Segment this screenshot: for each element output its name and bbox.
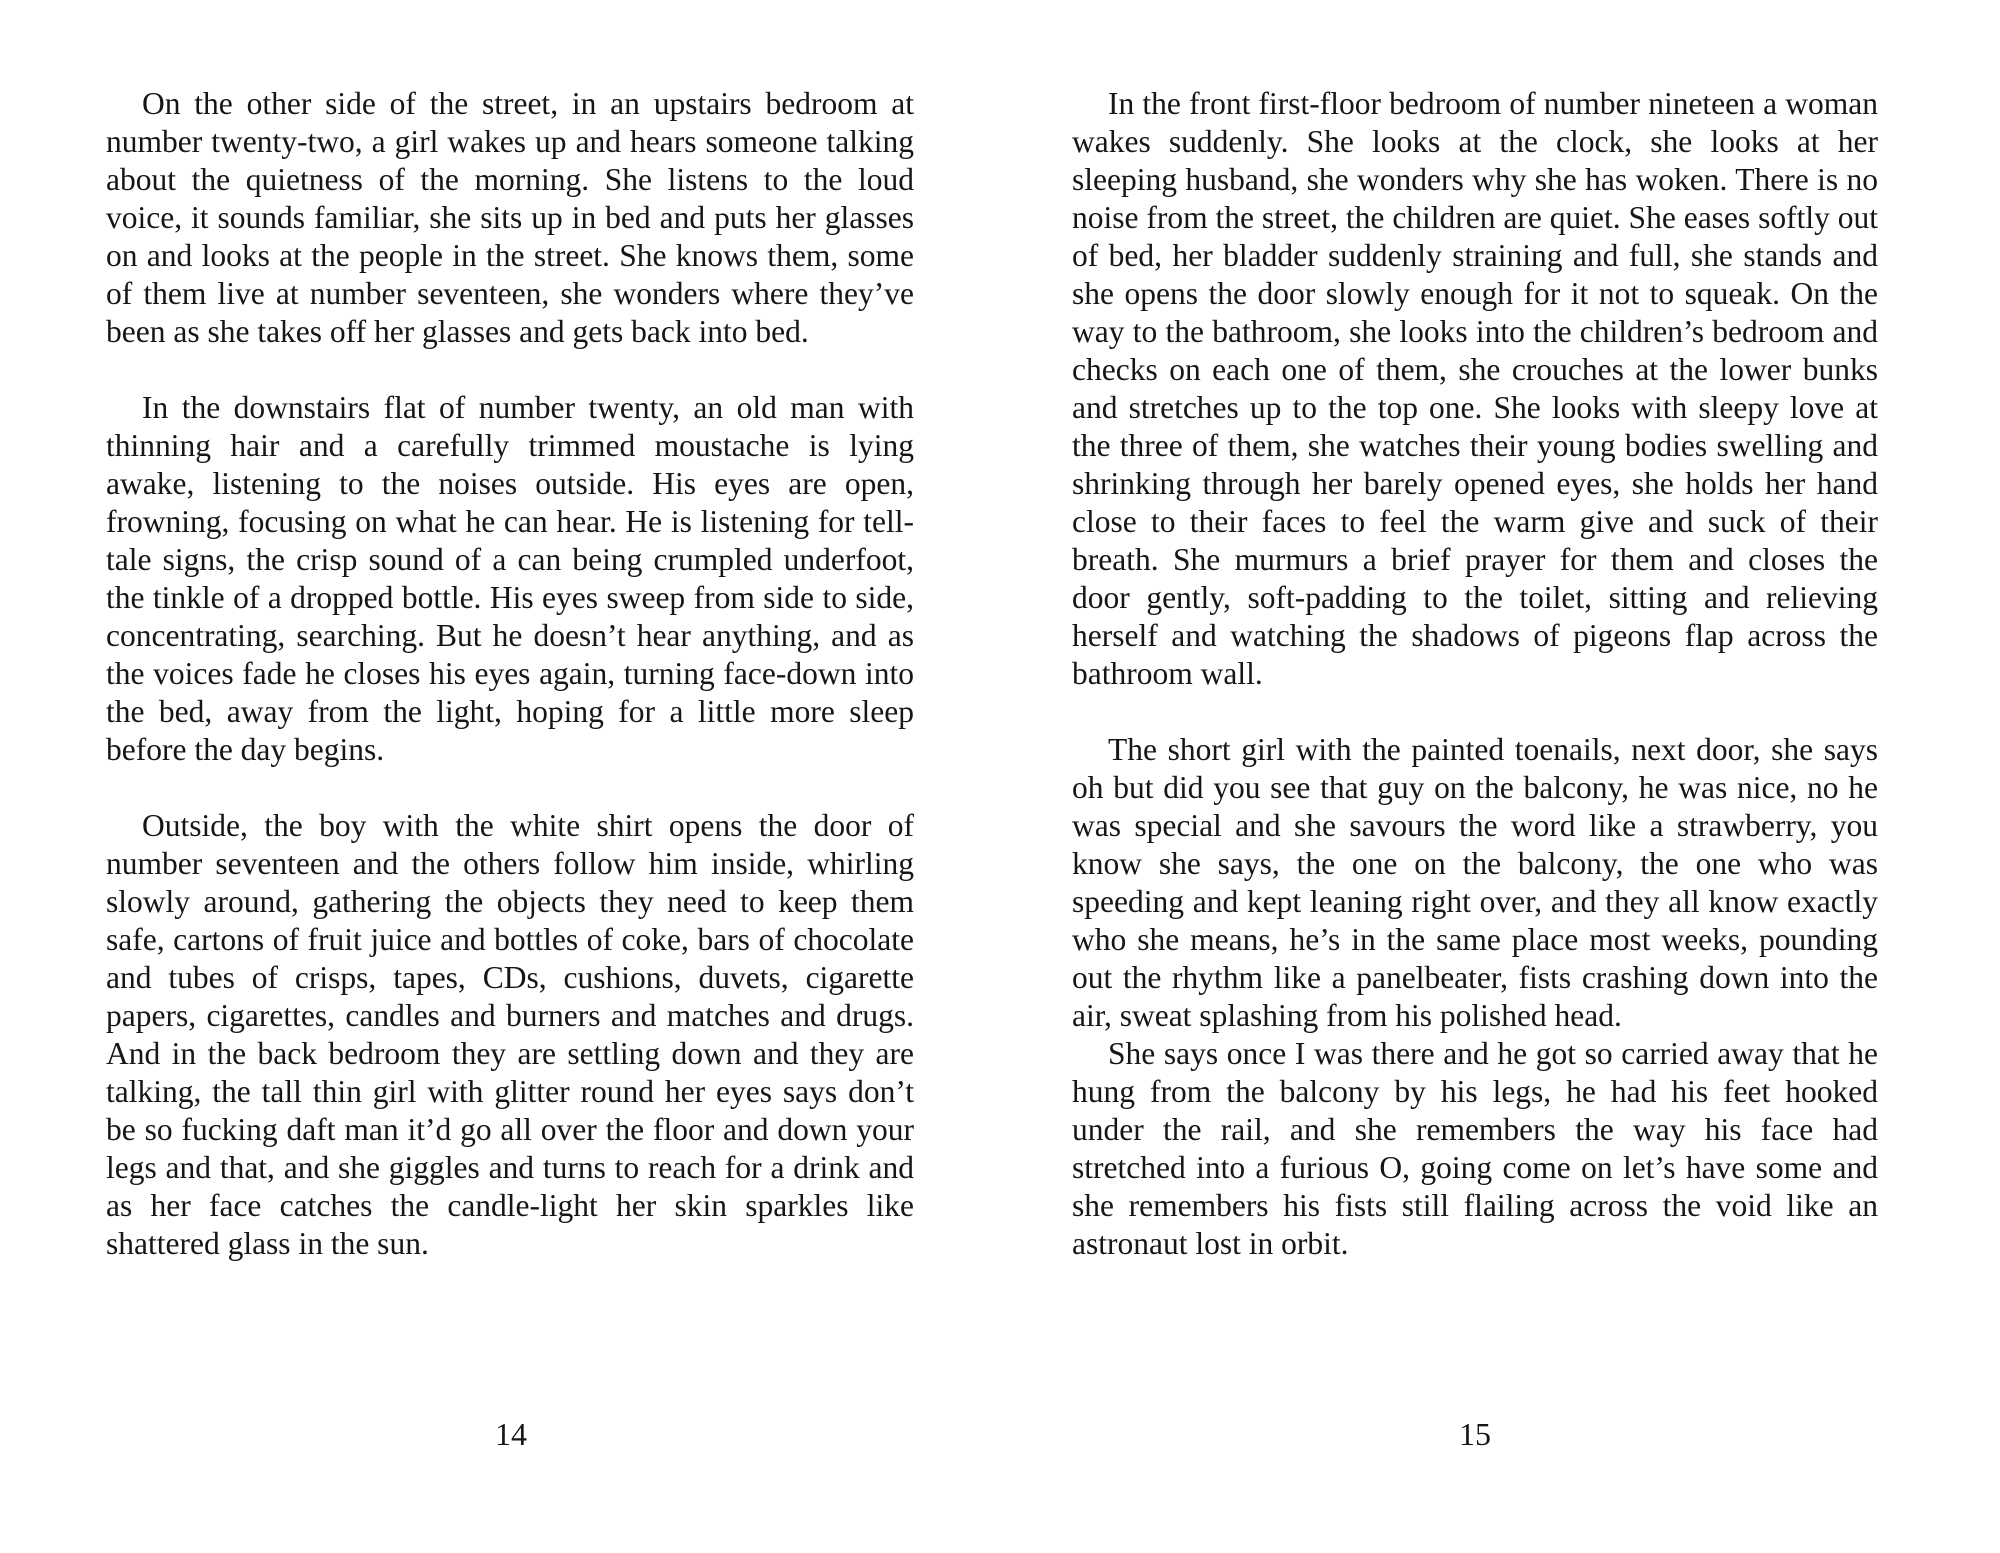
paragraph: In the downstairs flat of number twenty, an old man with thinning hair and a carefully trimmed moustache is lying awake, listening to the noises outside. His eyes are open, frowning, focusing on what he can hear. He is listening for tell-tale signs, the crisp sound of a can being crumpled underfoot, the tinkle of a dropped bottle. His eyes sweep from side to side, concentrating, searching. But he doesn’t hear anything, and as the voices fade he closes his eyes again, turning face-down into the bed, away from the light, hoping for a little more sleep before the day begins.	[106, 390, 914, 767]
right-page	[1072, 85, 1878, 1485]
paragraph: She says once I was there and he got so carried away that he hung from the balcony by his legs, he had his feet hooked under the rail, and she remembers the way his face had stretched into a furious O, going come on let’s have some and she remembers his fists still flailing across the void like an astronaut lost in orbit.	[1072, 1036, 1878, 1261]
paragraph: The short girl with the painted toenails, next door, she says oh but did you see that guy on the balcony, he was nice, no he was special and she savours the word like a strawberry, you know she says, the one on the balcony, the one who was speeding and kept leaning right over, and they all know exactly who she means, he’s in the same place most weeks, pounding out the rhythm like a panelbeater, fists crashing down into the air, sweat splashing from his polished head.	[1072, 732, 1878, 1033]
page-number: 14	[495, 1416, 527, 1452]
paragraph: Outside, the boy with the white shirt opens the door of number seventeen and the others follow him inside, whirling slowly around, gathering the objects they need to keep them safe, cartons of fruit juice and bottles of coke, bars of chocolate and tubes of crisps, tapes, CDs, cushions, duvets, cigarette papers, cigarettes, candles and burners and matches and drugs. And in the back bedroom they are settling down and they are talking, the tall thin girl with glitter round her eyes says don’t be so fucking daft man it’d go all over the floor and down your legs and that, and she giggles and turns to reach for a drink and as her face catches the candle-light her skin sparkles like shattered glass in the sun.	[106, 808, 914, 1261]
paragraph: On the other side of the street, in an upstairs bedroom at number twenty-two, a girl wakes up and hears someone talking about the quietness of the morning. She listens to the loud voice, it sounds familiar, she sits up in bed and puts her glasses on and looks at the people in the street. She knows them, some of them live at number seventeen, she wonders where they’ve been as she takes off her glasses and gets back into bed.	[106, 86, 914, 349]
page-number: 15	[1459, 1416, 1491, 1452]
paragraph: In the front first-floor bedroom of number nineteen a woman wakes suddenly. She looks at the clock, she looks at her sleeping husband, she wonders why she has woken. There is no noise from the street, the children are quiet. She eases softly out of bed, her bladder suddenly straining and full, she stands and she opens the door slowly enough for it not to squeak. On the way to the bathroom, she looks into the children’s bedroom and checks on each one of them, she crouches at the lower bunks and stretches up to the top one. She looks with sleepy love at the three of them, she watches their young bodies swelling and shrinking through her barely opened eyes, she holds her hand close to their faces to feel the warm give and suck of their breath. She murmurs a brief prayer for them and closes the door gently, soft-padding to the toilet, sitting and relieving herself and watching the shadows of pigeons flap across the bathroom wall.	[1072, 86, 1878, 691]
left-page	[106, 85, 914, 1485]
